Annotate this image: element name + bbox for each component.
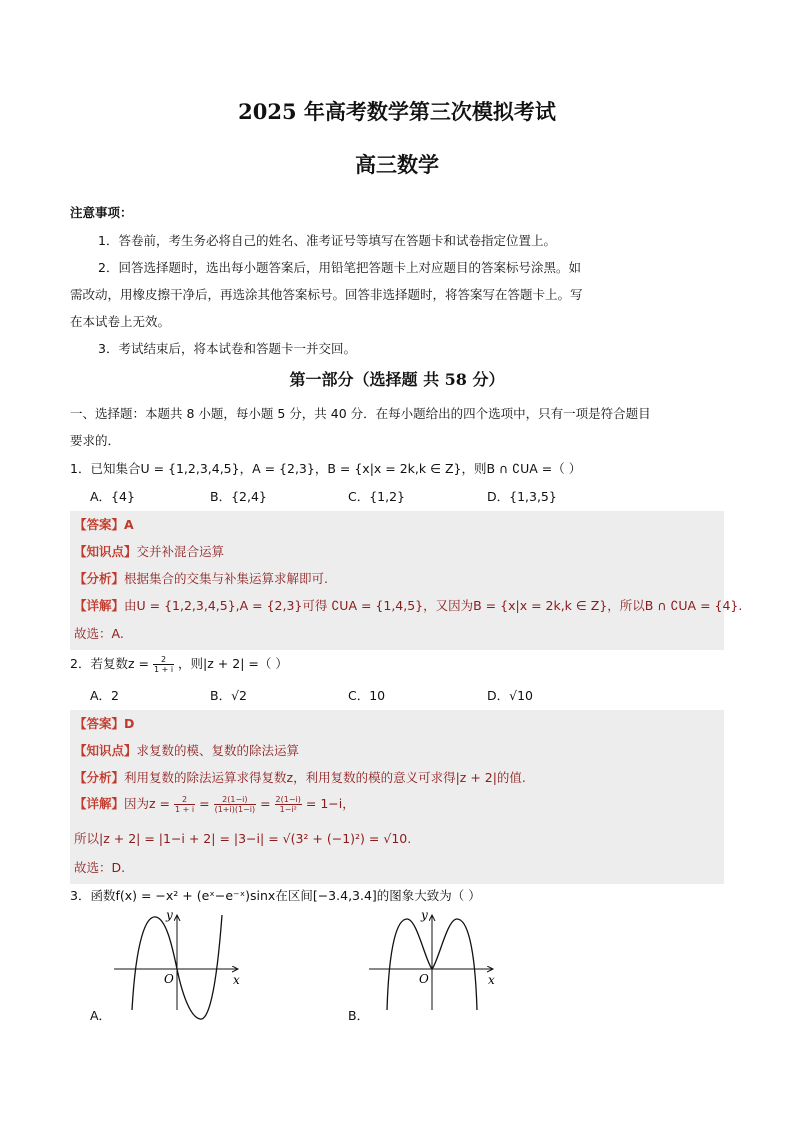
notice-item-1: 1．答卷前，考生务必将自己的姓名、准考证号等填写在答题卡和试卷指定位置上。: [98, 233, 556, 248]
q2-choice: 故选：D.: [74, 860, 126, 875]
q1-analysis-tag: 【分析】: [74, 571, 125, 586]
q2-option-d: D．√10: [487, 688, 533, 703]
q3-graph-a-x-label: x: [233, 973, 240, 987]
section-title: 第一部分（选择题 共 58 分）: [289, 370, 505, 389]
q3-graph-b-y-label: y: [421, 908, 428, 922]
notice-item-2-line-1: 2．回答选择题时，选出每小题答案后，用铅笔把答题卡上对应题目的答案标号涂黑。如: [98, 260, 581, 275]
section-intro-line-2: 要求的．: [70, 433, 121, 448]
q1-detail-tag: 【详解】: [74, 598, 125, 613]
section-intro-line-1: 一、选择题：本题共 8 小题，每小题 5 分，共 40 分．在每小题给出的四个选项中，只有一项是符合题目: [70, 406, 651, 421]
q1-knowledge-tag: 【知识点】: [74, 544, 137, 559]
q2-knowledge-tag: 【知识点】: [74, 743, 137, 758]
q2-stem: 2．若复数z = $\frac{2}{1 + i}$ ，则|z + 2| =（ ）: [70, 655, 288, 674]
exam-subtitle: 高三数学: [355, 152, 439, 177]
q2-solution-box: [70, 710, 724, 884]
q2-option-b: B．√2: [210, 688, 247, 703]
q1-knowledge: 交并补混合运算: [136, 544, 225, 559]
q3-graph-b-x-label: x: [488, 973, 495, 987]
q3-graph-a-origin: O: [164, 972, 174, 986]
q1-detail: 由U = {1,2,3,4,5},A = {2,3}可得 ∁UA = {1,4,5}，又因为B = {x|x = 2k,k ∈ Z}，所以B ∩ ∁UA = {4}.: [124, 598, 743, 613]
notice-heading: 注意事项：: [70, 205, 133, 220]
q2-stem-fraction: $\frac{2}{1 + i}$: [153, 655, 174, 674]
notice-item-2-line-2: 需改动，用橡皮擦干净后，再选涂其他答案标号。回答非选择题时，将答案写在答题卡上。写: [70, 287, 583, 302]
q2-option-c: C．10: [348, 688, 386, 703]
q3-option-b: B．: [348, 1008, 370, 1023]
q2-detail-line-2: 所以|z + 2| = |1−i + 2| = |3−i| = √(3² + (−1)²) = √10.: [74, 831, 412, 846]
q1-analysis: 根据集合的交集与补集运算求解即可.: [124, 571, 328, 586]
q1-answer: 【答案】A: [74, 517, 134, 532]
exam-title: 2025 年高考数学第三次模拟考试: [238, 99, 556, 124]
q2-detail-line-1: 【详解】因为z = $\frac{2}{1 + i}$ = $\frac{2(1-i)}{(1+i)(1-i)}$ = $\frac{2(1-i)}{\text{1−i²}}$ = 1−i，: [74, 795, 355, 814]
q3-graph-b: [355, 905, 515, 1020]
notice-item-2-line-3: 在本试卷上无效。: [70, 314, 171, 329]
q1-option-c: C．{1,2}: [348, 489, 406, 504]
q3-graph-a: [100, 905, 260, 1020]
q3-option-a: A．: [90, 1008, 112, 1023]
q2-answer: 【答案】D: [74, 716, 135, 731]
q1-option-d: D．{1,3,5}: [487, 489, 557, 504]
q3-graph-a-y-label: y: [166, 908, 173, 922]
q2-analysis: 利用复数的除法运算求得复数z，利用复数的模的意义可求得|z + 2|的值.: [124, 770, 526, 785]
q1-stem: 1．已知集合U = {1,2,3,4,5}，A = {2,3}，B = {x|x = 2k,k ∈ Z}，则B ∩ ∁UA =（ ）: [70, 461, 582, 476]
q1-solution-box: [70, 511, 743, 650]
q2-knowledge: 求复数的模、复数的除法运算: [136, 743, 300, 758]
q1-option-b: B．{2,4}: [210, 489, 267, 504]
q3-graph-b-origin: O: [419, 972, 429, 986]
q1-option-a: A．{4}: [90, 489, 135, 504]
q1-choice: 故选：A.: [74, 626, 124, 641]
q2-analysis-tag: 【分析】: [74, 770, 125, 785]
notice-item-3: 3．考试结束后，将本试卷和答题卡一并交回。: [98, 341, 356, 356]
q3-stem: 3．函数f(x) = −x² + (eˣ−e⁻ˣ)sinx在区间[−3.4,3.4]的图象大致为（ ）: [70, 888, 481, 903]
q2-option-a: A．2: [90, 688, 120, 703]
